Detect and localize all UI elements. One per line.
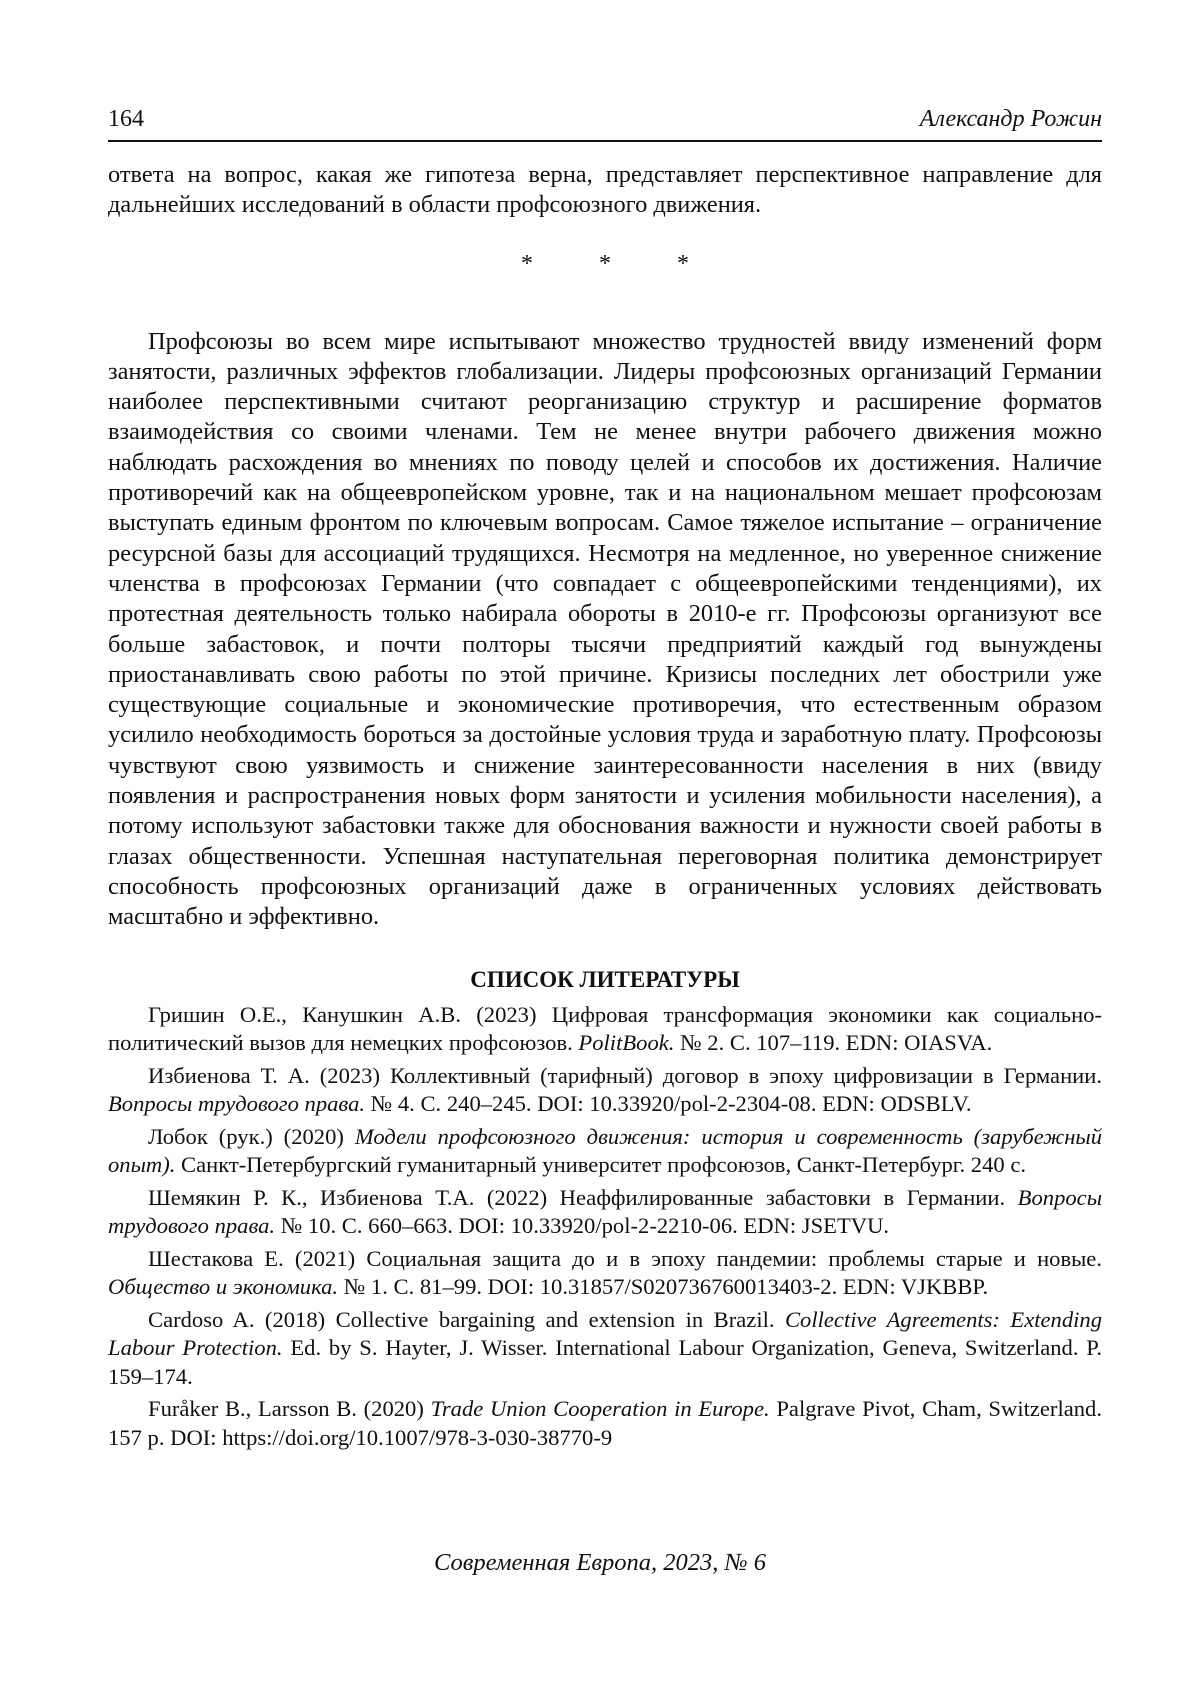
reference-item: Cardoso A. (2018) Collective bargaining and extension in Brazil. Collective Agreements: Extending Labour Protection. Ed. by S. Hayter, J. Wisser. International Labour Organization, Geneva, Switzerland. P. 159–174. (108, 1306, 1103, 1389)
separator-star: * (677, 250, 689, 277)
reference-item: Гришин О.Е., Канушкин А.В. (2023) Цифровая трансформация экономики как социально-политический вызов для немецких профсоюзов. PolitBook. № 2. С. 107–119. EDN: OIASVA. (108, 1001, 1102, 1056)
continuation-paragraph: ответа на вопрос, какая же гипотеза верна, представляет перспективное направление для дальнейших исследований в области профсоюзного движения. (108, 161, 1102, 219)
reference-item: Лобок (рук.) (2020) Модели профсоюзного движения: история и современность (зарубежный опыт). Санкт-Петербургский гуманитарный университет профсоюзов, Санкт-Петербург. 240 с. (108, 1123, 1102, 1178)
reference-item: Избиенова Т. А. (2023) Коллективный (тарифный) договор в эпоху цифровизации в Германии. Вопросы трудового права. № 4. С. 240–245. DOI: 10.33920/pol-2-2304-08. EDN: ODSBLV. (108, 1062, 1102, 1117)
reference-item: Шемякин Р. К., Избиенова Т.А. (2022) Неаффилированные забастовки в Германии. Вопросы трудового права. № 10. С. 660–663. DOI: 10.33920/pol-2-2210-06. EDN: JSETVU. (108, 1184, 1102, 1239)
running-header (108, 104, 1102, 142)
reference-item: Шестакова Е. (2021) Социальная защита до и в эпоху пандемии: проблемы старые и новые. Общество и экономика. № 1. С. 81–99. DOI: 10.31857/S020736760013403-2. EDN: VJKBBP. (108, 1245, 1102, 1300)
header-author: Александр Рожин (919, 106, 1102, 132)
references-heading: СПИСОК ЛИТЕРАТУРЫ (470, 966, 740, 992)
conclusion-paragraph: Профсоюзы во всем мире испытывают множество трудностей ввиду изменений форм занятости, различных эффектов глобализации. Лидеры профсоюзных организаций Германии наиболее перспективными считают реорганизацию структур и расширение форматов взаимодействия со своими членами. Тем не менее внутри рабочего движения можно наблюдать расхождения во мнениях по поводу целей и способов их достижения. Наличие противоречий как на общеевропейском уровне, так и на национальном мешает профсоюзам выступать единым фронтом по ключевым вопросам. Самое тяжелое испытание – ограничение ресурсной базы для ассоциаций трудящихся. Несмотря на медленное, но уверенное снижение членства в профсоюзах Германии (что совпадает с общеевропейскими тенденциями), их протестная деятельность только набирала обороты в 2010-е гг. Профсоюзы организуют все больше забастовок, и почти полторы тысячи предприятий каждый год вынуждены приостанавливать свою работы по этой причине. Кризисы последних лет обострили уже существующие социальные и экономические противоречия, что естественным образом усилило необходимость бороться за достойные условия труда и заработную плату. Профсоюзы чувствуют свою уязвимость и снижение заинтересованности населения в них (ввиду появления и распространения новых форм занятости и усиления мобильности населения), а потому используют забастовки также для обоснования важности и нужности своей работы в глазах общественности. Успешная наступательная переговорная политика демонстрирует способность профсоюзных организаций даже в ограниченных условиях действовать масштабно и эффективно. (108, 327, 1102, 931)
page-number: 164 (108, 106, 144, 132)
separator-star: * (599, 250, 611, 277)
reference-item: Furåker B., Larsson B. (2020) Trade Union Cooperation in Europe. Palgrave Pivot, Cham, Switzerland. 157 p. DOI: https://doi.org/10.1007/978-3-030-38770-9 (108, 1396, 1102, 1450)
journal-footer: Современная Европа, 2023, № 6 (433, 1549, 767, 1576)
separator-star: * (521, 250, 533, 277)
page-content (108, 104, 1102, 1456)
section-separator (108, 249, 1102, 279)
references-list (108, 1001, 1102, 1453)
